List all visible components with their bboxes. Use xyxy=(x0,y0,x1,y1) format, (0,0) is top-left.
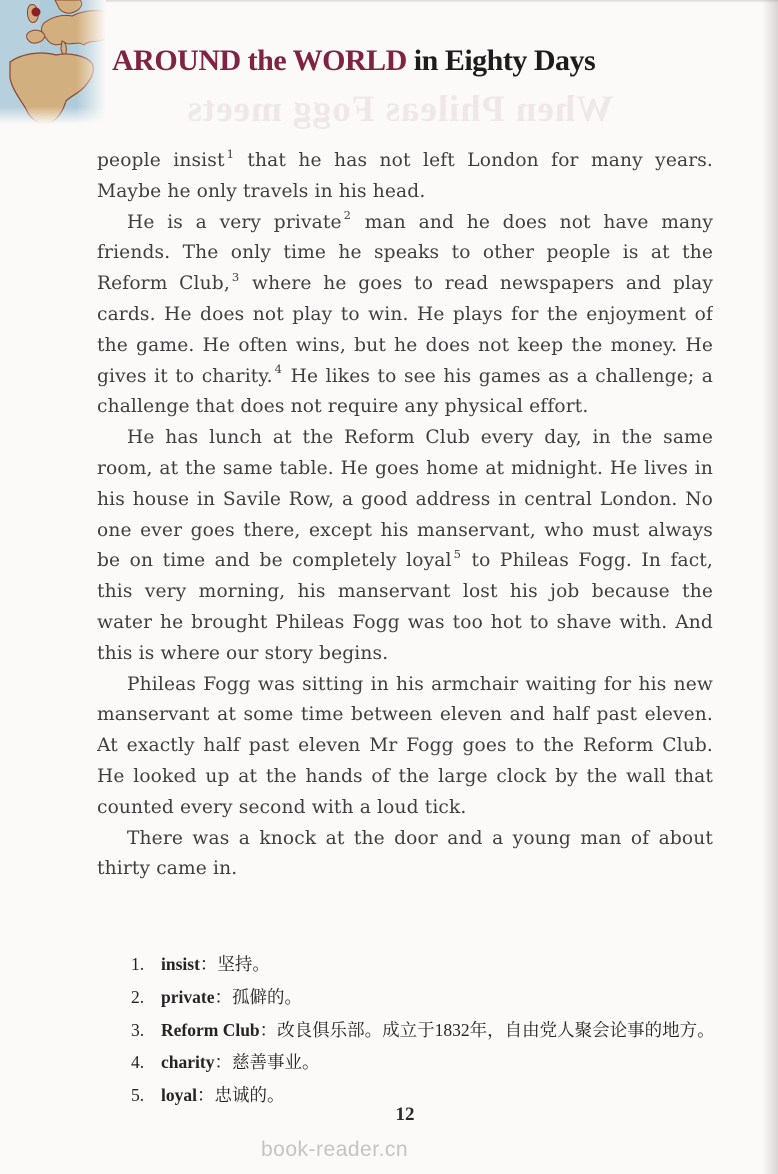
world-map-image xyxy=(0,0,106,124)
footnote-reference: 5 xyxy=(453,547,462,562)
footnote xyxy=(131,984,721,1017)
map-edge-fade xyxy=(0,0,106,124)
footnote xyxy=(131,1017,721,1050)
footnotes-list xyxy=(131,951,721,1115)
footnote-term: charity xyxy=(161,1052,215,1073)
bleed-through-text: When Phileas Fogg meets xyxy=(186,89,614,130)
text-run: He is a very private xyxy=(127,211,342,233)
footnote-reference: 3 xyxy=(231,270,240,284)
footnote-definition: ：坚持。 xyxy=(199,954,270,974)
paragraph xyxy=(97,423,713,669)
text-run: people insist xyxy=(97,150,225,171)
paragraph xyxy=(97,824,713,886)
story-text xyxy=(97,146,713,936)
footnote-term: private xyxy=(161,986,215,1007)
footnote-reference: 4 xyxy=(274,362,283,377)
footnote-number: 2. xyxy=(131,986,145,1007)
footnote-number: 3. xyxy=(131,1019,145,1040)
paragraph xyxy=(97,670,713,824)
footnote-reference: 2 xyxy=(343,208,352,223)
footnote-term: Reform Club xyxy=(161,1019,260,1040)
footnote-number: 4. xyxy=(131,1052,145,1073)
footnote-reference: 1 xyxy=(226,146,235,161)
text-run: man and he does not have many friends. The only time he speaks to other people is at the Reform Club, xyxy=(97,211,713,295)
footnote xyxy=(131,951,721,984)
text-run: He has lunch at the Reform Club every day, in the same room, at the same table. He goes home at midnight. He lives in his house in Savile Row, a good address in central London. No one ever goes there, except his manservant, who must always be on time and be completely loyal xyxy=(97,427,713,572)
text-run: Phileas Fogg was sitting in his armchair waiting for his new manservant at some time between eleven and half past eleven. At exactly half past eleven Mr Fogg goes to the Reform Club. He looked up at the hands of the large clock by the wall that counted every second with a loud tick. xyxy=(97,673,713,818)
chapter-title-primary: AROUND the WORLD xyxy=(112,44,407,77)
footnote-term: loyal xyxy=(161,1085,197,1106)
footnote-definition: ：改良俱乐部。成立于1832年，自由党人聚会论事的地方。 xyxy=(259,1019,715,1040)
text-run: where he goes to read newspapers and play cards. He does not play to win. He plays for the enjoyment of the game. He often wins, but he does not keep the money. He gives it to charity. xyxy=(97,273,713,387)
text-run: to Phileas Fogg. In fact, this very morning, his manservant lost his job because the water he brought Phileas Fogg was too hot to shave with. And this is where our story begins. xyxy=(97,550,713,664)
paragraph xyxy=(97,208,713,424)
footnote-term: insist xyxy=(161,954,200,974)
paragraph xyxy=(97,146,713,208)
watermark-text: book-reader.cn xyxy=(261,1138,409,1161)
page-number: 12 xyxy=(395,1104,415,1125)
footnote xyxy=(131,1049,721,1082)
text-run: There was a knock at the door and a young man of about thirty came in. xyxy=(97,827,713,880)
chapter-title-secondary: in Eighty Days xyxy=(406,44,596,77)
footnote-number: 5. xyxy=(131,1085,145,1106)
footnote-number: 1. xyxy=(131,954,145,974)
text-run: He likes to see his games as a challenge; a challenge that does not require any physical effort. xyxy=(97,365,713,418)
text-run: that he has not left London for many years. Maybe he only travels in his head. xyxy=(97,150,713,202)
footnote-definition: ：孤僻的。 xyxy=(214,986,302,1007)
footnote-definition: ：忠诚的。 xyxy=(196,1085,285,1106)
footnote-definition: ：慈善事业。 xyxy=(214,1052,320,1073)
chapter-title xyxy=(112,44,595,78)
